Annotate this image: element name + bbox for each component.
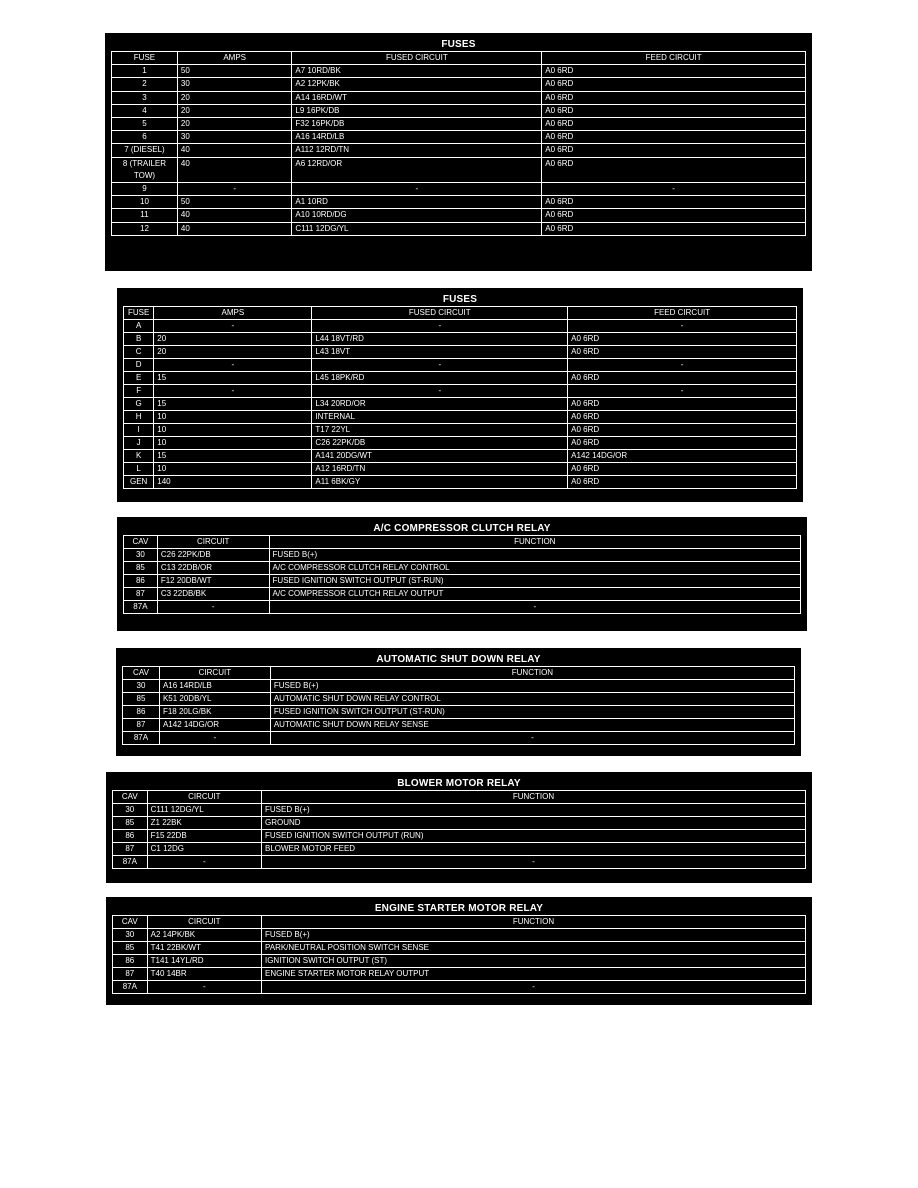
table-cell: FUSED B(+) bbox=[269, 549, 800, 562]
table-row bbox=[124, 320, 797, 333]
table-cell: 87 bbox=[123, 719, 160, 732]
table-cell: T141 14YL/RD bbox=[147, 955, 261, 968]
column-header: CIRCUIT bbox=[147, 791, 261, 804]
table-cell: 10 bbox=[154, 424, 312, 437]
table-cell: A0 6RD bbox=[542, 209, 806, 222]
table-row bbox=[124, 549, 801, 562]
ac-relay-panel bbox=[117, 517, 807, 631]
column-header: CAV bbox=[124, 536, 158, 549]
table-cell: ENGINE STARTER MOTOR RELAY OUTPUT bbox=[261, 968, 805, 981]
table-row bbox=[124, 359, 797, 372]
column-header: FUSED CIRCUIT bbox=[292, 52, 542, 65]
table-cell: 10 bbox=[154, 437, 312, 450]
table-cell: C bbox=[124, 346, 154, 359]
table-cell: 20 bbox=[177, 118, 292, 131]
table-cell: A0 6RD bbox=[568, 333, 797, 346]
column-header: FEED CIRCUIT bbox=[568, 307, 797, 320]
table-cell: 8 (TRAILER TOW) bbox=[112, 157, 178, 182]
table-row bbox=[113, 968, 806, 981]
table-cell: 15 bbox=[154, 450, 312, 463]
table-cell: A2 12PK/BK bbox=[292, 78, 542, 91]
table-cell: FUSED B(+) bbox=[261, 929, 805, 942]
table-cell: IGNITION SWITCH OUTPUT (ST) bbox=[261, 955, 805, 968]
table-cell: J bbox=[124, 437, 154, 450]
table-cell: - bbox=[147, 856, 261, 869]
table-cell: K bbox=[124, 450, 154, 463]
table-cell: BLOWER MOTOR FEED bbox=[261, 843, 805, 856]
blower-relay-title: BLOWER MOTOR RELAY bbox=[397, 778, 521, 789]
table-row bbox=[124, 333, 797, 346]
table-cell: - bbox=[270, 732, 794, 745]
table-cell: A0 6RD bbox=[568, 437, 797, 450]
table-cell: A0 6RD bbox=[542, 65, 806, 78]
table-row bbox=[113, 804, 806, 817]
table-cell: A0 6RD bbox=[568, 346, 797, 359]
table-cell: - bbox=[542, 183, 806, 196]
table-cell: 86 bbox=[123, 706, 160, 719]
table-cell: A16 14RD/LB bbox=[159, 680, 270, 693]
table-cell: - bbox=[157, 601, 269, 614]
table-cell: 87A bbox=[113, 856, 148, 869]
table-cell: 30 bbox=[113, 929, 148, 942]
table-cell: 20 bbox=[154, 333, 312, 346]
table-cell: 87 bbox=[124, 588, 158, 601]
table-cell: L43 18VT bbox=[312, 346, 568, 359]
column-header: CAV bbox=[123, 667, 160, 680]
table-cell: 30 bbox=[113, 804, 148, 817]
column-header: CIRCUIT bbox=[159, 667, 270, 680]
table-row bbox=[112, 157, 806, 182]
column-header: FUSED CIRCUIT bbox=[312, 307, 568, 320]
table-row bbox=[124, 385, 797, 398]
table-row bbox=[124, 411, 797, 424]
fuses-main-table bbox=[111, 51, 806, 236]
table-row bbox=[124, 424, 797, 437]
column-header: FUNCTION bbox=[261, 916, 805, 929]
table-cell: A12 16RD/TN bbox=[312, 463, 568, 476]
fuses-mini-title: FUSES bbox=[442, 294, 478, 305]
table-cell: - bbox=[269, 601, 800, 614]
table-cell: PARK/NEUTRAL POSITION SWITCH SENSE bbox=[261, 942, 805, 955]
starter-relay-table bbox=[112, 915, 806, 994]
table-cell: 5 bbox=[112, 118, 178, 131]
table-cell: Z1 22BK bbox=[147, 817, 261, 830]
asd-relay-panel bbox=[116, 648, 801, 756]
table-cell: GEN bbox=[124, 476, 154, 489]
table-row bbox=[124, 450, 797, 463]
table-cell: 9 bbox=[112, 183, 178, 196]
table-cell: 4 bbox=[112, 104, 178, 117]
table-row bbox=[112, 131, 806, 144]
table-cell: - bbox=[154, 320, 312, 333]
table-cell: 10 bbox=[154, 411, 312, 424]
header-row bbox=[113, 916, 806, 929]
table-cell: 40 bbox=[177, 157, 292, 182]
table-cell: A0 6RD bbox=[568, 411, 797, 424]
table-cell: FUSED IGNITION SWITCH OUTPUT (ST-RUN) bbox=[270, 706, 794, 719]
table-cell: A0 6RD bbox=[542, 196, 806, 209]
table-cell: 10 bbox=[112, 196, 178, 209]
table-cell: 85 bbox=[113, 817, 148, 830]
table-row bbox=[112, 65, 806, 78]
table-cell: C111 12DG/YL bbox=[292, 222, 542, 235]
table-row bbox=[124, 476, 797, 489]
header-row bbox=[123, 667, 795, 680]
table-row bbox=[112, 183, 806, 196]
column-header: FUNCTION bbox=[261, 791, 805, 804]
table-cell: C3 22DB/BK bbox=[157, 588, 269, 601]
table-row bbox=[112, 91, 806, 104]
table-cell: 50 bbox=[177, 65, 292, 78]
table-cell: 85 bbox=[124, 562, 158, 575]
table-cell: GROUND bbox=[261, 817, 805, 830]
table-cell: 87A bbox=[124, 601, 158, 614]
table-cell: A0 6RD bbox=[542, 144, 806, 157]
table-cell: A142 14DG/OR bbox=[568, 450, 797, 463]
table-cell: - bbox=[568, 320, 797, 333]
table-row bbox=[123, 693, 795, 706]
ac-relay-table bbox=[123, 535, 801, 614]
table-row bbox=[123, 680, 795, 693]
table-cell: AUTOMATIC SHUT DOWN RELAY CONTROL bbox=[270, 693, 794, 706]
table-cell: A0 6RD bbox=[542, 118, 806, 131]
table-row bbox=[123, 706, 795, 719]
table-cell: 30 bbox=[123, 680, 160, 693]
table-cell: F32 16PK/DB bbox=[292, 118, 542, 131]
blower-relay-panel bbox=[106, 772, 812, 883]
table-cell: C26 22PK/DB bbox=[157, 549, 269, 562]
table-cell: A0 6RD bbox=[542, 222, 806, 235]
table-cell: A0 6RD bbox=[568, 372, 797, 385]
starter-relay-title: ENGINE STARTER MOTOR RELAY bbox=[374, 903, 544, 914]
table-cell: - bbox=[312, 320, 568, 333]
table-cell: - bbox=[261, 981, 805, 994]
table-cell: 12 bbox=[112, 222, 178, 235]
fuses-main-panel bbox=[105, 33, 812, 271]
table-cell: A0 6RD bbox=[568, 463, 797, 476]
table-cell: A0 6RD bbox=[568, 398, 797, 411]
table-cell: - bbox=[261, 856, 805, 869]
asd-relay-table bbox=[122, 666, 795, 745]
table-row bbox=[113, 929, 806, 942]
table-cell: D bbox=[124, 359, 154, 372]
table-cell: AUTOMATIC SHUT DOWN RELAY SENSE bbox=[270, 719, 794, 732]
table-cell: - bbox=[568, 385, 797, 398]
table-cell: INTERNAL bbox=[312, 411, 568, 424]
table-cell: 86 bbox=[113, 955, 148, 968]
table-cell: 11 bbox=[112, 209, 178, 222]
table-cell: A0 6RD bbox=[542, 91, 806, 104]
table-cell: 3 bbox=[112, 91, 178, 104]
table-cell: - bbox=[292, 183, 542, 196]
table-cell: F12 20DB/WT bbox=[157, 575, 269, 588]
column-header: FEED CIRCUIT bbox=[542, 52, 806, 65]
fuses-mini-panel bbox=[117, 288, 803, 502]
column-header: FUNCTION bbox=[270, 667, 794, 680]
table-cell: F bbox=[124, 385, 154, 398]
column-header: AMPS bbox=[177, 52, 292, 65]
table-cell: A112 12RD/TN bbox=[292, 144, 542, 157]
table-cell: FUSED B(+) bbox=[261, 804, 805, 817]
table-row bbox=[112, 196, 806, 209]
table-cell: 40 bbox=[177, 209, 292, 222]
header-row bbox=[113, 791, 806, 804]
table-cell: - bbox=[154, 359, 312, 372]
table-cell: 87 bbox=[113, 968, 148, 981]
column-header: FUSE bbox=[112, 52, 178, 65]
blower-relay-table bbox=[112, 790, 806, 869]
header-row bbox=[124, 307, 797, 320]
table-cell: A14 16RD/WT bbox=[292, 91, 542, 104]
table-row bbox=[112, 104, 806, 117]
table-cell: L bbox=[124, 463, 154, 476]
table-cell: G bbox=[124, 398, 154, 411]
table-cell: T40 14BR bbox=[147, 968, 261, 981]
table-cell: A16 14RD/LB bbox=[292, 131, 542, 144]
table-row bbox=[124, 562, 801, 575]
table-cell: A0 6RD bbox=[542, 104, 806, 117]
table-cell: A2 14PK/BK bbox=[147, 929, 261, 942]
table-row bbox=[112, 144, 806, 157]
table-row bbox=[123, 732, 795, 745]
table-cell: T17 22YL bbox=[312, 424, 568, 437]
header-row bbox=[124, 536, 801, 549]
table-cell: T41 22BK/WT bbox=[147, 942, 261, 955]
table-cell: 6 bbox=[112, 131, 178, 144]
table-cell: 86 bbox=[113, 830, 148, 843]
table-cell: 2 bbox=[112, 78, 178, 91]
table-cell: F15 22DB bbox=[147, 830, 261, 843]
table-cell: C111 12DG/YL bbox=[147, 804, 261, 817]
table-row bbox=[124, 463, 797, 476]
starter-relay-panel bbox=[106, 897, 812, 1005]
table-cell: A142 14DG/OR bbox=[159, 719, 270, 732]
column-header: AMPS bbox=[154, 307, 312, 320]
table-cell: 7 (DIESEL) bbox=[112, 144, 178, 157]
table-cell: - bbox=[147, 981, 261, 994]
table-cell: F18 20LG/BK bbox=[159, 706, 270, 719]
table-cell: 20 bbox=[177, 104, 292, 117]
table-cell: 85 bbox=[113, 942, 148, 955]
table-cell: A0 6RD bbox=[568, 476, 797, 489]
column-header: CIRCUIT bbox=[157, 536, 269, 549]
table-row bbox=[113, 843, 806, 856]
table-cell: - bbox=[154, 385, 312, 398]
table-row bbox=[113, 817, 806, 830]
table-cell: A0 6RD bbox=[542, 131, 806, 144]
table-cell: E bbox=[124, 372, 154, 385]
table-cell: A7 10RD/BK bbox=[292, 65, 542, 78]
table-cell: 1 bbox=[112, 65, 178, 78]
table-cell: 50 bbox=[177, 196, 292, 209]
table-row bbox=[124, 601, 801, 614]
table-cell: FUSED B(+) bbox=[270, 680, 794, 693]
asd-relay-title: AUTOMATIC SHUT DOWN RELAY bbox=[376, 654, 541, 665]
table-row bbox=[123, 719, 795, 732]
table-cell: L44 18VT/RD bbox=[312, 333, 568, 346]
table-row bbox=[113, 856, 806, 869]
table-cell: L34 20RD/OR bbox=[312, 398, 568, 411]
table-row bbox=[113, 942, 806, 955]
table-cell: C26 22PK/DB bbox=[312, 437, 568, 450]
table-row bbox=[112, 222, 806, 235]
table-cell: A0 6RD bbox=[542, 157, 806, 182]
table-cell: 40 bbox=[177, 144, 292, 157]
table-cell: 87A bbox=[123, 732, 160, 745]
table-row bbox=[124, 437, 797, 450]
table-cell: 15 bbox=[154, 398, 312, 411]
table-cell: 10 bbox=[154, 463, 312, 476]
column-header: CIRCUIT bbox=[147, 916, 261, 929]
table-cell: FUSED IGNITION SWITCH OUTPUT (ST-RUN) bbox=[269, 575, 800, 588]
table-cell: - bbox=[177, 183, 292, 196]
fuses-mini-table bbox=[123, 306, 797, 489]
table-row bbox=[113, 830, 806, 843]
table-cell: A141 20DG/WT bbox=[312, 450, 568, 463]
table-row bbox=[124, 588, 801, 601]
table-cell: A bbox=[124, 320, 154, 333]
column-header: FUSE bbox=[124, 307, 154, 320]
table-cell: 20 bbox=[177, 91, 292, 104]
table-cell: A10 10RD/DG bbox=[292, 209, 542, 222]
column-header: FUNCTION bbox=[269, 536, 800, 549]
table-cell: A0 6RD bbox=[568, 424, 797, 437]
table-cell: 86 bbox=[124, 575, 158, 588]
table-cell: 85 bbox=[123, 693, 160, 706]
table-cell: A0 6RD bbox=[542, 78, 806, 91]
table-row bbox=[113, 955, 806, 968]
table-cell: A1 10RD bbox=[292, 196, 542, 209]
table-row bbox=[112, 78, 806, 91]
table-cell: L9 16PK/DB bbox=[292, 104, 542, 117]
table-cell: K51 20DB/YL bbox=[159, 693, 270, 706]
table-cell: A/C COMPRESSOR CLUTCH RELAY OUTPUT bbox=[269, 588, 800, 601]
table-cell: 30 bbox=[124, 549, 158, 562]
table-cell: C1 12DG bbox=[147, 843, 261, 856]
table-cell: 15 bbox=[154, 372, 312, 385]
table-cell: - bbox=[568, 359, 797, 372]
table-cell: 30 bbox=[177, 131, 292, 144]
table-row bbox=[124, 372, 797, 385]
table-cell: - bbox=[312, 385, 568, 398]
table-cell: 40 bbox=[177, 222, 292, 235]
table-cell: FUSED IGNITION SWITCH OUTPUT (RUN) bbox=[261, 830, 805, 843]
ac-relay-title: A/C COMPRESSOR CLUTCH RELAY bbox=[373, 523, 551, 534]
table-cell: I bbox=[124, 424, 154, 437]
table-cell: - bbox=[159, 732, 270, 745]
table-cell: 30 bbox=[177, 78, 292, 91]
header-row bbox=[112, 52, 806, 65]
table-row bbox=[124, 398, 797, 411]
fuses-main-title: FUSES bbox=[441, 39, 476, 50]
table-cell: A6 12RD/OR bbox=[292, 157, 542, 182]
table-row bbox=[112, 118, 806, 131]
table-cell: 87 bbox=[113, 843, 148, 856]
table-cell: - bbox=[312, 359, 568, 372]
table-cell: 87A bbox=[113, 981, 148, 994]
table-cell: A11 6BK/GY bbox=[312, 476, 568, 489]
table-cell: 20 bbox=[154, 346, 312, 359]
table-cell: L45 18PK/RD bbox=[312, 372, 568, 385]
table-cell: 140 bbox=[154, 476, 312, 489]
table-row bbox=[124, 575, 801, 588]
table-row bbox=[124, 346, 797, 359]
column-header: CAV bbox=[113, 916, 148, 929]
table-cell: B bbox=[124, 333, 154, 346]
table-cell: H bbox=[124, 411, 154, 424]
table-row bbox=[113, 981, 806, 994]
column-header: CAV bbox=[113, 791, 148, 804]
table-cell: C13 22DB/OR bbox=[157, 562, 269, 575]
table-row bbox=[112, 209, 806, 222]
table-cell: A/C COMPRESSOR CLUTCH RELAY CONTROL bbox=[269, 562, 800, 575]
